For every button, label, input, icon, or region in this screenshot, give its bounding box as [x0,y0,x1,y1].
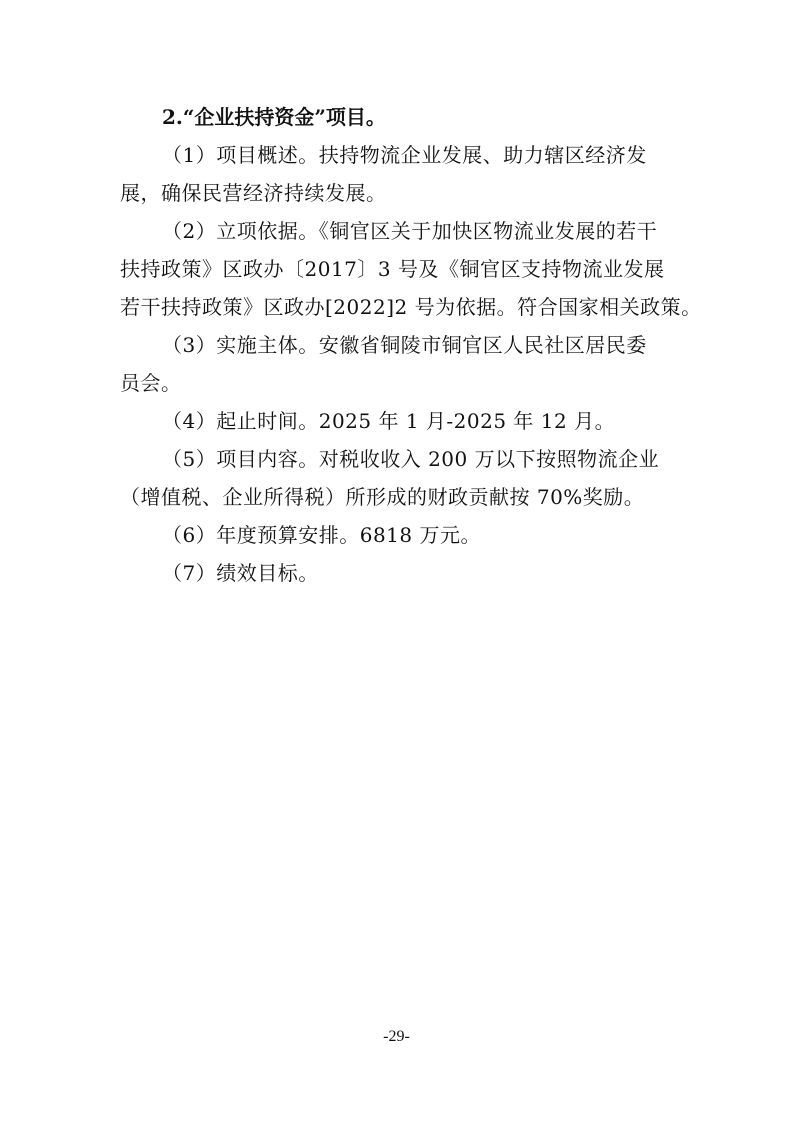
text-line: 展，确保民营经济持续发展。 [120,181,387,205]
text-line: （4）起止时间。2025 年 1 月-2025 年 12 月。 [162,409,616,433]
paragraph-targets [120,554,676,592]
text-line: （3）实施主体。安徽省铜陵市铜官区人民社区居民委 [162,333,647,357]
text-line: 若干扶持政策》区政办[2022]2 号为依据。符合国家相关政策。 [120,295,702,319]
section-heading: 2.“企业扶持资金”项目。 [162,105,386,129]
text-line: （2）立项依据。《铜官区关于加快区物流业发展的若干 [162,219,658,243]
text-line: 员会。 [120,371,182,395]
text-line: （7）绩效目标。 [162,561,319,585]
paragraph-basis [120,212,702,326]
text-line: （6）年度预算安排。6818 万元。 [162,523,481,547]
paragraph-entity [120,326,676,402]
document-body [120,98,702,592]
text-line: （1）项目概述。扶持物流企业发展、助力辖区经济发 [162,143,647,167]
text-line: 扶持政策》区政办〔2017〕3 号及《铜官区支持物流业发展 [120,257,665,281]
text-line: （增值税、企业所得税）所形成的财政贡献按 70%奖励。 [120,485,645,509]
text-line: （5）项目内容。对税收收入 200 万以下按照物流企业 [162,447,660,471]
page-number: -29- [383,1028,410,1045]
paragraph-content [120,440,676,516]
paragraph-overview [120,136,676,212]
paragraph-period [120,402,676,440]
paragraph-budget [120,516,676,554]
